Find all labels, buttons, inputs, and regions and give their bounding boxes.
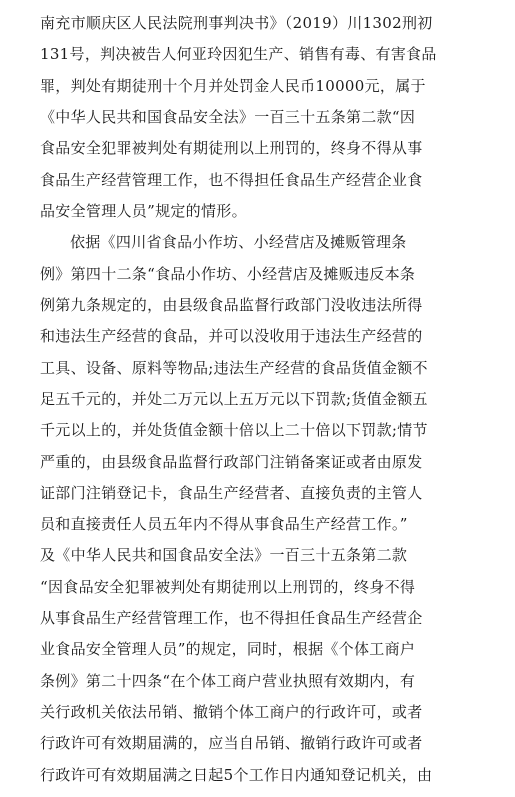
text-line: 条例》第二十四条“在个体工商户营业执照有效期内，有: [40, 671, 416, 690]
text-line: 千元以上的，并处货值金额十倍以上二十倍以下罚款;情节: [40, 421, 428, 440]
text-line: 《中华人民共和国食品安全法》一百三十五条第二款“因: [40, 108, 416, 126]
text-line: 例》第四十二条“食品小作坊、小经营店及摊贩违反本条: [40, 264, 416, 283]
text-line: 食品安全犯罪被判处有期徒刑以上刑罚的，终身不得从事: [40, 139, 423, 158]
text-line: 足五千元的，并处二万元以上五万元以下罚款;货值金额五: [40, 389, 428, 408]
text-line: 严重的，由县级食品监督行政部门注销备案证或者由原发: [40, 452, 423, 471]
text-line: 从事食品生产经营管理工作，也不得担任食品生产经营企: [40, 609, 423, 628]
text-line: 例第九条规定的，由县级食品监督行政部门没收违法所得: [40, 295, 423, 314]
paragraph-start-line: 依据《四川省食品小作坊、小经营店及摊贩管理条: [70, 233, 407, 252]
text-line: 罪，判处有期徒刑十个月并处罚金人民币10000元，属于: [40, 76, 426, 95]
text-line: 关行政机关依法吊销、撤销个体工商户的行政许可，或者: [40, 703, 423, 721]
text-line: 品安全管理人员”规定的情形。: [40, 201, 247, 220]
text-line: 业食品安全管理人员”的规定，同时，根据《个体工商户: [40, 640, 416, 659]
text-line: 及《中华人民共和国食品安全法》一百三十五条第二款: [40, 546, 408, 565]
text-line: 行政许可有效期届满之日起5个工作日内通知登记机关，由: [40, 765, 433, 784]
text-line: 证部门注销登记卡，食品生产经营者、直接负责的主管人: [40, 483, 423, 502]
text-line: 南充市顺庆区人民法院刑事判决书》（2019）川1302刑初: [40, 14, 433, 32]
text-line: 工具、设备、原料等物品;违法生产经营的食品货值金额不: [40, 358, 428, 377]
text-line: 131号，判决被告人何亚玲因犯生产、销售有毒、有害食品: [40, 45, 437, 64]
text-line: 和违法生产经营的食品，并可以没收用于违法生产经营的: [40, 327, 423, 346]
text-line: 员和直接责任人员五年内不得从事食品生产经营工作。”: [40, 515, 408, 534]
text-line: 食品生产经营管理工作，也不得担任食品生产经营企业食: [40, 170, 423, 189]
text-line: “因食品安全犯罪被判处有期徒刑以上刑罚的，终身不得: [40, 577, 416, 596]
text-line: 行政许可有效期届满的，应当自吊销、撤销行政许可或者: [40, 734, 423, 753]
